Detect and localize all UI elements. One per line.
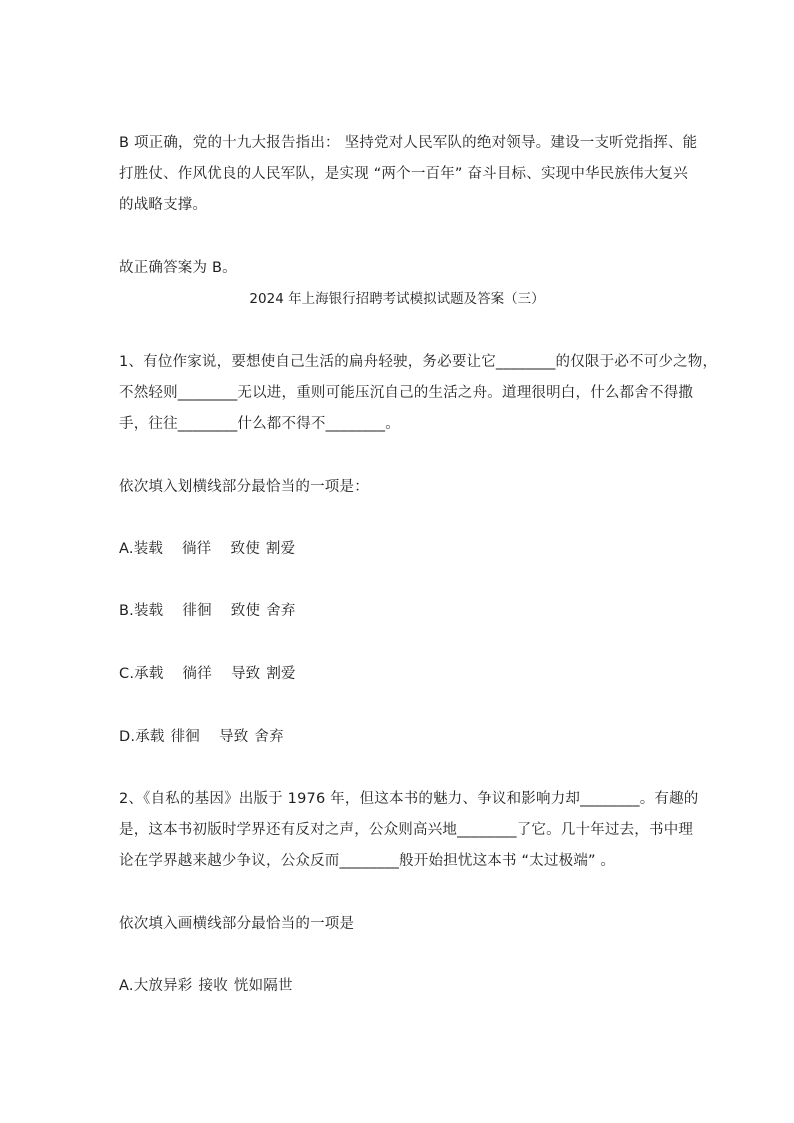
option-word-1: 装载 xyxy=(133,603,164,619)
option-word-3: 导致 xyxy=(219,729,249,745)
q2-line-3: 论在学界越来越少争议，公众反而________般开始担忧这本书 “太过极端” 。 xyxy=(119,853,616,869)
option-word-1: 承载 xyxy=(135,729,165,745)
option-word-3: 致使 xyxy=(230,603,261,619)
option-letter: D. xyxy=(119,729,136,745)
option-letter: C. xyxy=(119,666,135,682)
explanation-line-3: 的战略支撑。 xyxy=(119,197,208,213)
q2-prompt: 依次填入画横线部分最恰当的一项是 xyxy=(119,916,355,932)
option-word-3: 恍如隔世 xyxy=(233,978,293,994)
option-word-3: 导致 xyxy=(230,666,261,682)
q2-option-a xyxy=(119,976,293,996)
q1-line-1: 1、有位作家说，要想使自己生活的扁舟轻驶，务必要让它________的仅限于必不可少之物， xyxy=(119,354,718,370)
option-word-2: 徘徊 xyxy=(170,729,200,745)
option-word-2: 徜徉 xyxy=(182,541,212,557)
q1-option-d xyxy=(119,727,284,747)
option-word-2: 接收 xyxy=(198,978,228,994)
q1-prompt: 依次填入划横线部分最恰当的一项是： xyxy=(119,479,369,495)
option-word-1: 承载 xyxy=(134,666,164,682)
option-word-2: 徘徊 xyxy=(182,603,212,619)
option-letter: A. xyxy=(119,978,134,994)
option-word-1: 大放异彩 xyxy=(133,978,193,994)
q1-line-3: 手，往往________什么都不得不________。 xyxy=(119,416,400,432)
q1-option-a xyxy=(119,539,295,559)
q1-line-2: 不然轻则________无以进，重则可能压沉自己的生活之舟。道理很明白，什么都舍不得撒 xyxy=(119,385,694,401)
option-word-4: 割爱 xyxy=(266,666,296,682)
option-word-4: 舍弃 xyxy=(266,603,296,619)
option-word-1: 装载 xyxy=(133,541,164,557)
option-word-4: 割爱 xyxy=(265,541,296,557)
option-letter: B. xyxy=(119,603,134,619)
answer-statement: 故正确答案为 B。 xyxy=(119,260,237,276)
q1-option-b xyxy=(119,601,296,621)
explanation-line-1: B 项正确，党的十九大报告指出： 坚持党对人民军队的绝对领导。建设一支听党指挥、能 xyxy=(119,135,698,151)
q1-option-c xyxy=(119,664,296,684)
q2-line-2: 是，这本书初版时学界还有反对之声，公众则高兴地________了它。几十年过去，书中理 xyxy=(119,822,694,838)
q2-line-1: 2、《自私的基因》出版于 1976 年，但这本书的魅力、争议和影响力却________。有趣的 xyxy=(119,791,699,807)
option-word-4: 舍弃 xyxy=(254,729,284,745)
option-letter: A. xyxy=(119,541,134,557)
option-word-2: 徜徉 xyxy=(182,666,212,682)
explanation-line-2: 打胜仗、作风优良的人民军队，是实现 “两个一百年” 奋斗目标、实现中华民族伟大复兴 xyxy=(119,166,688,182)
option-word-3: 致使 xyxy=(230,541,260,557)
section-title: 2024 年上海银行招聘考试模拟试题及答案（三） xyxy=(249,291,545,307)
